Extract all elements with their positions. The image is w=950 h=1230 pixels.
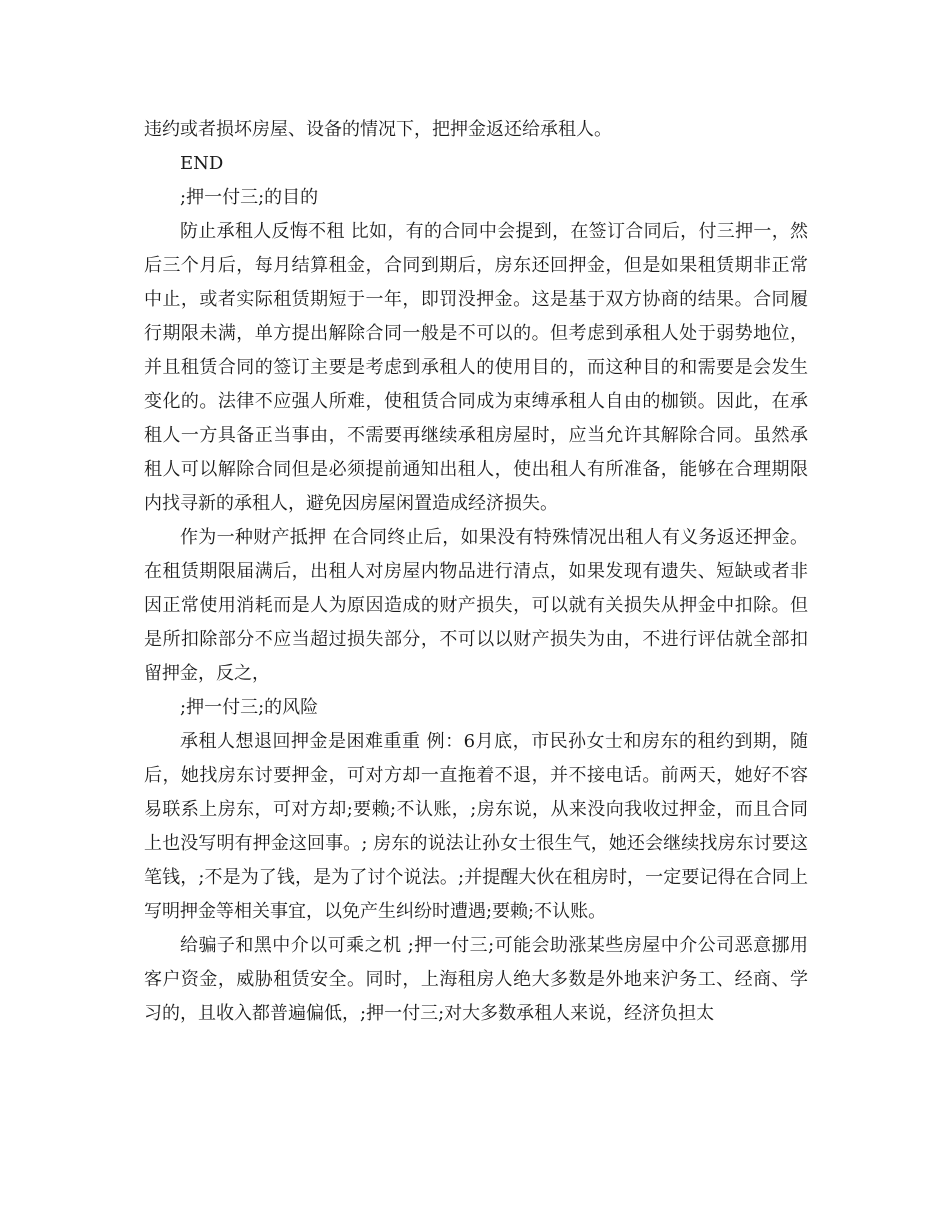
paragraph-continuation: 违约或者损坏房屋、设备的情况下，把押金返还给承租人。 (144, 119, 612, 140)
paragraph-fraud-opportunity: 给骗子和黑中介以可乘之机 ;押一付三;可能会助涨某些房屋中介公司恶意挪用客户资金，威胁租赁安全。同时，上海租房人绝大多数是外地来沪务工、经商、学习的，且收入都普遍偏低，;押一付三;对大多数承租人来说，经济负担太 (144, 935, 808, 1024)
section-heading-risk: ;押一付三;的风险 (180, 697, 319, 718)
section-heading-purpose: ;押一付三;的目的 (180, 187, 319, 208)
paragraph-property-collateral: 作为一种财产抵押 在合同终止后，如果没有特殊情况出租人有义务返还押金。在租赁期限届满后，出租人对房屋内物品进行清点，如果发现有遗失、短缺或者非因正常使用消耗而是人为原因造成的财产损失，可以就有关损失从押金中扣除。但是所扣除部分不应当超过损失部分，不可以以财产损失为由，不进行评估就全部扣留押金，反之， (144, 527, 808, 684)
end-marker: END (180, 153, 224, 174)
paragraph-prevent-withdrawal: 防止承租人反悔不租 比如，有的合同中会提到，在签订合同后，付三押一，然后三个月后，每月结算租金，合同到期后，房东还回押金，但是如果租赁期非正常中止，或者实际租赁期短于一年，即罚没押金。这是基于双方协商的结果。合同履行期限未满，单方提出解除合同一般是不可以的。但考虑到承租人处于弱势地位，并且租赁合同的签订主要是考虑到承租人的使用目的，而这种目的和需要是会发生变化的。法律不应强人所难，使租赁合同成为束缚承租人自由的枷锁。因此，在承租人一方具备正当事由，不需要再继续承租房屋时，应当允许其解除合同。虽然承租人可以解除合同但是必须提前通知出租人，使出租人有所准备，能够在合理期限内找寻新的承租人，避免因房屋闲置造成经济损失。 (144, 221, 808, 514)
document-body (144, 113, 808, 1031)
paragraph-refund-difficulty: 承租人想退回押金是困难重重 例：6月底，市民孙女士和房东的租约到期，随后，她找房东讨要押金，可对方却一直拖着不退，并不接电话。前两天，她好不容易联系上房东，可对方却;要赖;不认账，;房东说，从来没向我收过押金，而且合同上也没写明有押金这回事。; 房东的说法让孙女士很生气，她还会继续找房东讨要这笔钱，;不是为了钱，是为了讨个说法。;并提醒大伙在租房时，一定要记得在合同上写明押金等相关事宜，以免产生纠纷时遭遇;要赖;不认账。 (144, 731, 808, 922)
